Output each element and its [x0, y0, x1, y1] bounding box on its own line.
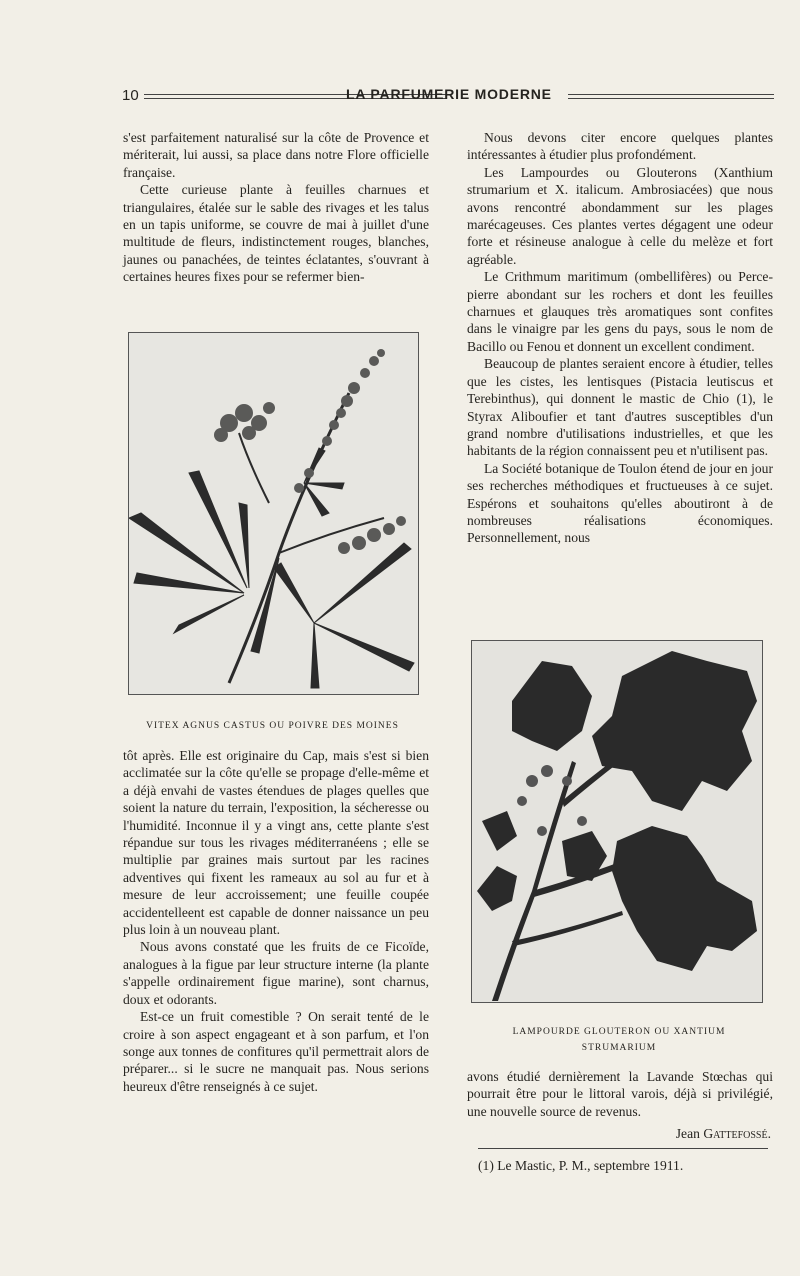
lampourde-plant-photo [471, 640, 763, 1003]
caption-line: LAMPOURDE GLOUTERON OU XANTIUM [512, 1027, 726, 1037]
page-number: 10 [122, 87, 139, 104]
paragraph: s'est parfaitement naturalisé sur la côte de Provence et mériterait, lui aussi, sa place dans notre Flore officielle française. [123, 130, 429, 180]
header-rule-right [568, 94, 774, 99]
right-column-bottom-text [467, 1068, 773, 1120]
paragraph: Les Lampourdes ou Glouterons (Xanthium strumarium et X. italicum. Ambrosiacées) que nous avons rencontré abondamment sur les plages marécageuses. Ces plantes vertes dégagent une odeur forte et résineuse analogue à celle du melèze et fort agréable. [467, 164, 773, 267]
paragraph: Est-ce un fruit comestible ? On serait tenté de le croire à son aspect engageant et à son parfum, et l'on songe aux tonnes de confitures qu'il permettrait alors de préparer... si le sucre ne manquait pas. Nous serions heureux d'être renseignés à ce sujet. [123, 1009, 429, 1094]
author-signature [467, 1126, 771, 1142]
author-first-name: Jean [675, 1126, 700, 1141]
left-column-bottom-text [123, 747, 429, 1095]
paragraph: Nous avons constaté que les fruits de ce Ficoïde, analogues à la figue par leur structure interne (la plante s'appelle ordinairement figue marine), sont charnus, doux et odorants. [123, 939, 429, 1007]
footnote: (1) Le Mastic, P. M., septembre 1911. [478, 1158, 684, 1173]
caption-line: STRUMARIUM [581, 1043, 657, 1053]
vitex-figure-caption: VITEX AGNUS CASTUS OU POIVRE DES MOINES [146, 721, 399, 731]
paragraph: Beaucoup de plantes seraient encore à étudier, telles que les cistes, les lentisques (Pistacia leutiscus et Terebinthus), qui donnent le mastic de Chio (1), le Styrax Aliboufier et tant d'autres susceptibles d'un grand nombre d'utilisations industrielles, et que les habitants de la région connaissent peu et n'utilisent pas. [467, 356, 773, 459]
paragraph: avons étudié dernièrement la Lavande Stœchas qui pourrait être pour le littoral varois, déjà si privilégié, une nouvelle source de revenus. [467, 1069, 773, 1119]
author-last-name: Gattefossé. [703, 1126, 771, 1141]
footnote-rule [478, 1148, 768, 1149]
paragraph: Cette curieuse plante à feuilles charnues et triangulaires, étalée sur le sable des rivages et les talus en un tapis uniforme, se couvre de mai à juillet d'une multitude de fleurs, indistinctement rouges, blanches, jaunes ou panachées, de teintes éclatantes, s'ouvrant à certaines heures fixes pour se refermer bien- [123, 182, 429, 285]
journal-title: LA PARFUMERIE MODERNE [346, 86, 552, 102]
paragraph: Nous devons citer encore quelques plantes intéressantes à étudier plus profondément. [467, 130, 773, 163]
paragraph: tôt après. Elle est originaire du Cap, mais s'est si bien acclimatée sur la côte qu'elle se propage d'elle-même et a déjà envahi de vastes étendues de plages quelles que soient la nature du terrain, l'exposition, la sécheresse ou l'humidité. Inconnue il y a vingt ans, cette plante s'est répandue sur tous les rivages méditerranéens ; elle se multiplie par graines mais surtout par les racines adventives qui fixent les rameaux au sol au fur et à mesure de leur accroissement; une feuille coupée accidentelleent est capable de donner naissance un peu plus loin à un nouveau plant. [123, 748, 429, 938]
vitex-plant-photo [128, 332, 419, 695]
right-column-top-text [467, 129, 773, 547]
running-header [120, 86, 776, 106]
paragraph: Le Crithmum maritimum (ombellifères) ou Perce-pierre abondant sur les rochers et dont les feuilles charnues et glauques très aromatiques sont confites dans le vinaigre par les gens du pays, sous le nom de Bacillo ou Fenou et donnent un excellent condiment. [467, 269, 773, 354]
lampourde-figure-caption [467, 1024, 771, 1056]
left-column-top-text [123, 129, 429, 286]
paragraph: La Société botanique de Toulon étend de jour en jour ses recherches méthodiques et fructueuses à ce sujet. Espérons et souhaitons qu'elles aboutiront à de nombreuses réalisations économiques. Personnellement, nous [467, 460, 773, 546]
